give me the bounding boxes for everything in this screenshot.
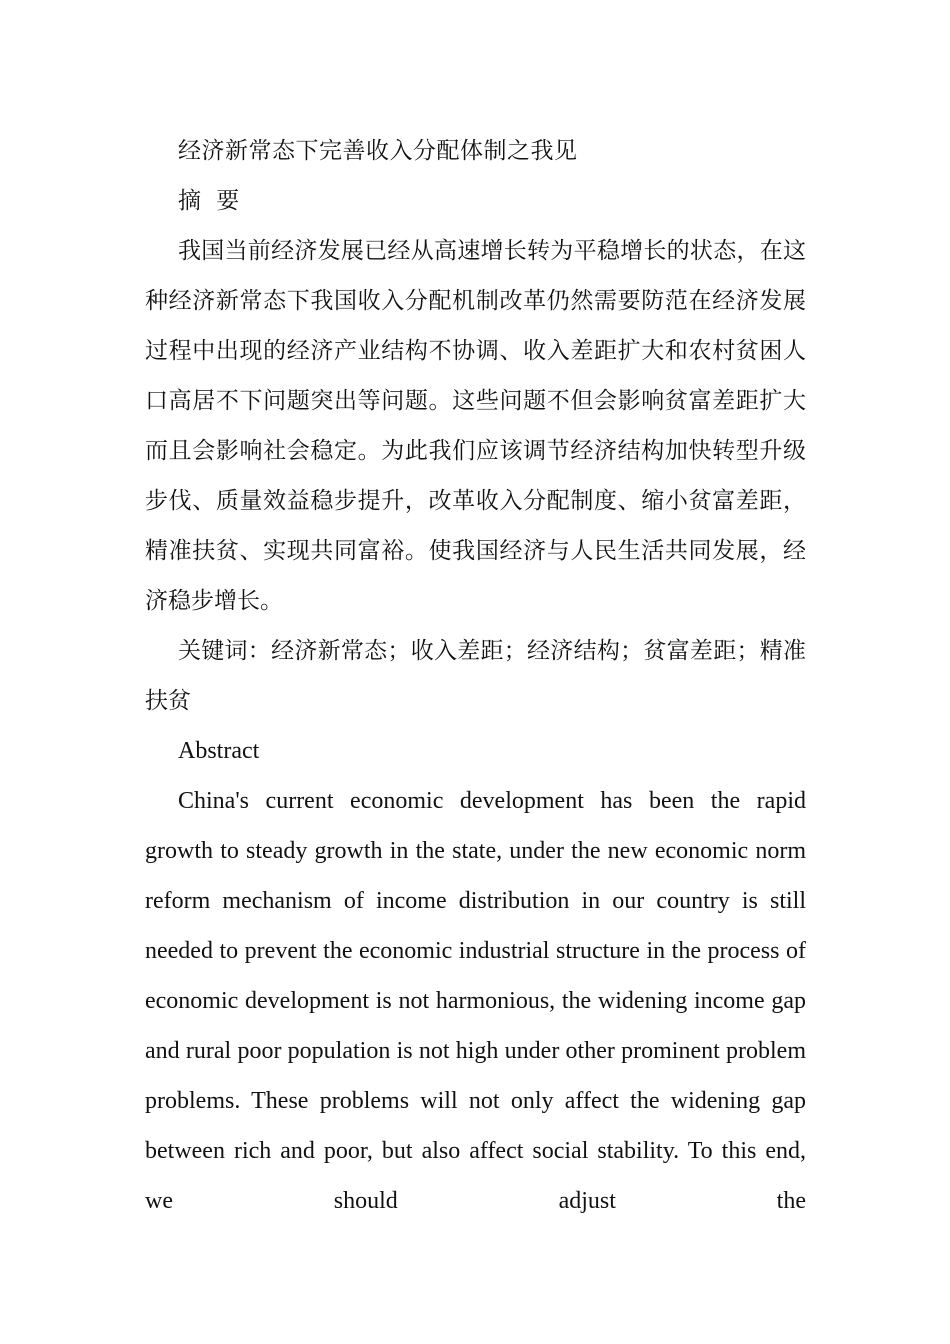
- document-title: 经济新常态下完善收入分配体制之我见: [178, 138, 578, 164]
- abstract-text-en: China's current economic development has been the rapid growth to steady growth in the state, under the new economic norm reform mechanism of income distribution in our country is still needed to prevent the economic industrial structure in the process of economic development is not harmonious, the widening income gap and rural poor population is not high under other prominent problem problems. These problems will not only affect the widening gap between rich and poor, but also affect social stability. To this end, we should adjust the: [145, 788, 806, 1214]
- abstract-text-zh: 我国当前经济发展已经从高速增长转为平稳增长的状态，在这种经济新常态下我国收入分配机制改革仍然需要防范在经济发展过程中出现的经济产业结构不协调、收入差距扩大和农村贫困人口高居不下问题突出等问题。这些问题不但会影响贫富差距扩大而且会影响社会稳定。为此我们应该调节经济结构加快转型升级步伐、质量效益稳步提升，改革收入分配制度、缩小贫富差距，精准扶贫、实现共同富裕。使我国经济与人民生活共同发展，经济稳步增长。: [145, 238, 806, 614]
- abstract-heading-zh: 摘 要: [178, 188, 244, 214]
- keywords-zh: 关键词：经济新常态；收入差距；经济结构；贫富差距；精准扶贫: [145, 638, 806, 714]
- document-body: [145, 126, 806, 1226]
- abstract-heading-en: Abstract: [178, 738, 260, 764]
